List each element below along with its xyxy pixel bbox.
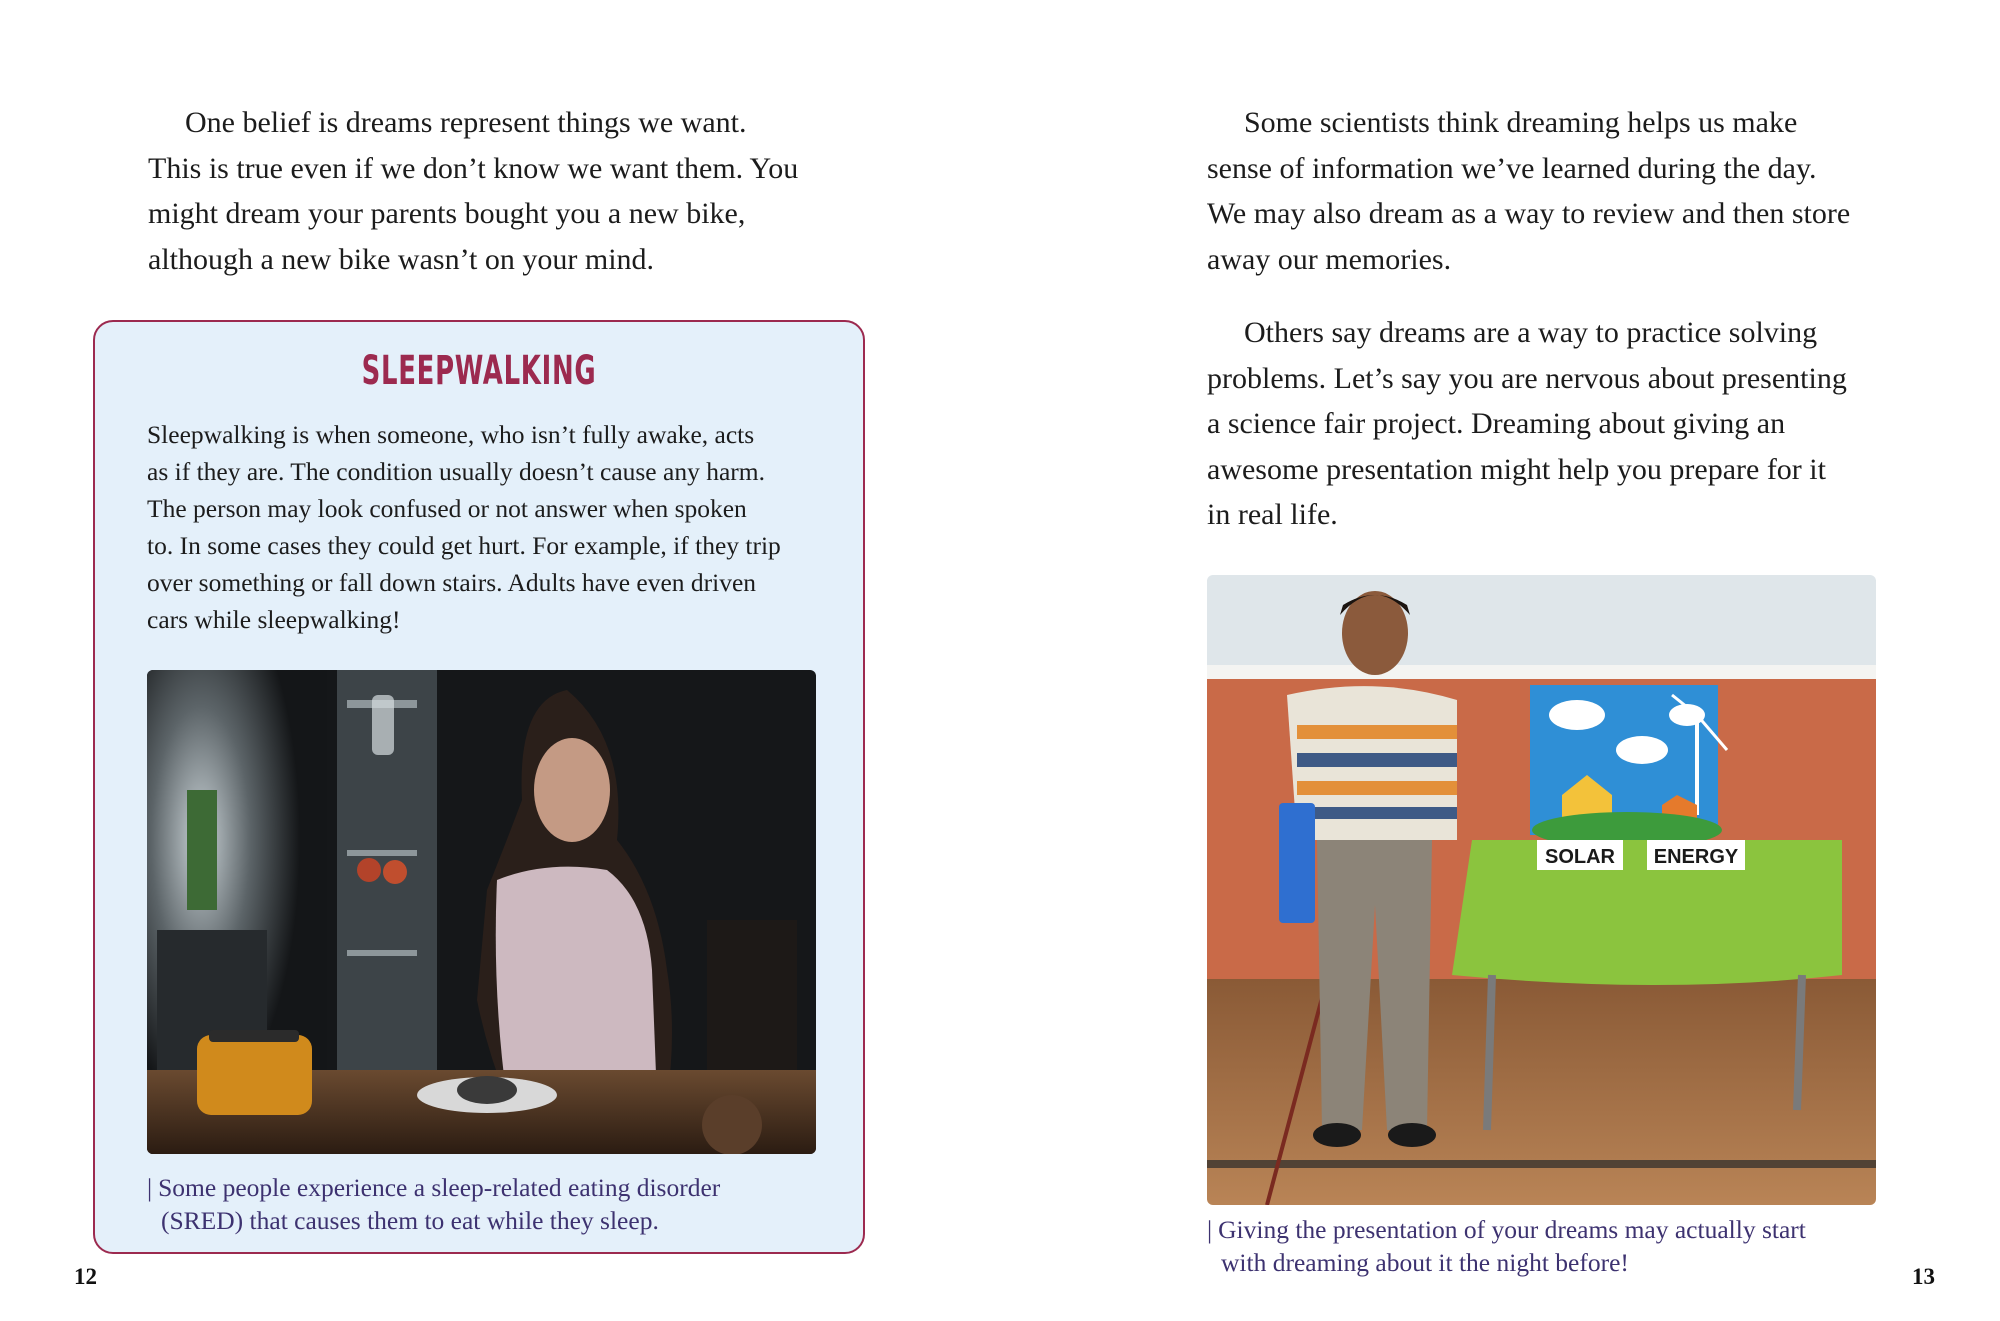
sidebar-title: SLEEPWALKING <box>361 348 597 394</box>
sidebar-photo-caption <box>147 1171 720 1237</box>
paragraph-line: awesome presentation might help you prepare for it <box>1207 452 1826 486</box>
paragraph-line: problems. Let’s say you are nervous about presenting <box>1207 361 1847 395</box>
science-fair-photo <box>1207 575 1876 1205</box>
caption-line: Giving the presentation of your dreams may actually start <box>1218 1215 1806 1244</box>
paragraph-line: We may also dream as a way to review and then store <box>1207 197 1851 230</box>
paragraph-line: a science fair project. Dreaming about giving an <box>1207 407 1786 440</box>
intro-paragraph <box>148 100 798 282</box>
paragraph-line: One belief is dreams represent things we want. <box>185 106 747 139</box>
sidebar-body <box>147 416 781 638</box>
page-number: 13 <box>1912 1264 1935 1289</box>
right-page <box>1000 0 2000 1321</box>
caption-bar: | <box>147 1173 153 1202</box>
sign-energy: ENERGY <box>1653 846 1739 868</box>
paragraph-line: although a new bike wasn’t on your mind. <box>148 242 655 276</box>
paragraph-line: in real life. <box>1207 498 1338 531</box>
paragraph-line: might dream your parents bought you a new bike, <box>148 197 746 230</box>
paragraph-line: sense of information we’ve learned during the day. <box>1207 151 1817 185</box>
sleepwalker-kitchen-photo <box>147 670 816 1154</box>
paragraph-line: This is true even if we don’t know we want them. You <box>148 151 799 185</box>
paragraph-problem-solving <box>1207 310 1847 538</box>
sidebar-line: Sleepwalking is when someone, who isn’t fully awake, acts <box>147 420 755 449</box>
caption-line: (SRED) that causes them to eat while they sleep. <box>161 1206 659 1235</box>
sidebar-line: The person may look confused or not answer when spoken <box>147 494 747 523</box>
caption-line: with dreaming about it the night before! <box>1221 1248 1629 1277</box>
sidebar-line: as if they are. The condition usually doesn’t cause any harm. <box>147 457 765 486</box>
sidebar-line: over something or fall down stairs. Adults have even driven <box>147 568 757 597</box>
paragraph-memory <box>1207 100 1850 282</box>
paragraph-line: away our memories. <box>1207 242 1452 276</box>
caption-line: Some people experience a sleep-related eating disorder <box>158 1173 721 1202</box>
paragraph-line: Others say dreams are a way to practice solving <box>1244 316 1818 349</box>
sidebar-line: cars while sleepwalking! <box>147 605 401 634</box>
page-number: 12 <box>74 1264 97 1289</box>
paragraph-line: Some scientists think dreaming helps us make <box>1244 106 1798 139</box>
sign-solar: SOLAR <box>1545 846 1615 868</box>
photo-caption <box>1207 1213 1806 1279</box>
sidebar-line: to. In some cases they could get hurt. For example, if they trip <box>147 531 781 560</box>
caption-bar: | <box>1207 1215 1213 1244</box>
sleepwalking-sidebar <box>93 320 865 1254</box>
